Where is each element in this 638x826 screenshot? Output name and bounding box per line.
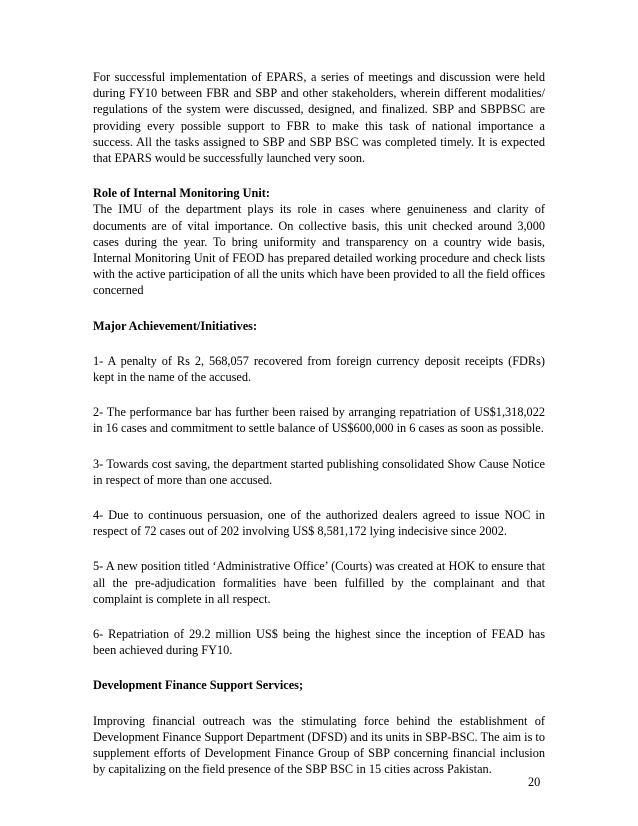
achievement-item-2: 2- The performance bar has further been raised by arranging repatriation of US$1,318,022 in 16 cases and commitment to settle balance of US$600,000 in 6 cases as soon as possible. (93, 405, 545, 436)
achievement-item-6: 6- Repatriation of 29.2 million US$ being the highest since the inception of FEAD has been achieved during FY10. (93, 627, 545, 658)
dfss-heading: Development Finance Support Services; (93, 678, 304, 693)
page-body (93, 69, 545, 797)
dfss-paragraph: Improving financial outreach was the stimulating force behind the establishment of Development Finance Support Department (DFSD) and its units in SBP-BSC. The aim is to supplement efforts of Development Finance Group of SBP concerning financial inclusion by capitalizing on the field presence of the SBP BSC in 15 cities across Pakistan. (93, 713, 546, 777)
epars-paragraph: For successful implementation of EPARS, a series of meetings and discussion were held during FY10 between FBR and SBP and other stakeholders, wherein different modalities/ regulations of the system were discussed, designed, and finalized. SBP and SBPBSC are providing every possible support to FBR to make this task of national importance a success. All the tasks assigned to SBP and SBP BSC was completed timely. It is expected that EPARS would be successfully launched very soon. (93, 70, 545, 166)
achievement-item-3: 3- Towards cost saving, the department started publishing consolidated Show Cause Notice in respect of more than one accused. (93, 456, 545, 487)
imu-paragraph: The IMU of the department plays its role in cases where genuineness and clarity of documents are of vital importance. On collective basis, this unit checked around 3,000 cases during the year. To bring uniformity and transparency on a country wide basis, Internal Monitoring Unit of FEOD has prepared detailed working procedure and check lists with the active participation of all the units which have been provided to all the field offices concerned (93, 202, 545, 298)
imu-heading: Role of Internal Monitoring Unit: (93, 186, 270, 201)
achievements-heading: Major Achievement/Initiatives: (93, 318, 258, 333)
achievement-item-4: 4- Due to continuous persuasion, one of the authorized dealers agreed to issue NOC in respect of 72 cases out of 202 involving US$ 8,581,172 lying indecisive since 2002. (93, 508, 545, 539)
achievement-item-5: 5- A new position titled ‘Administrative Office’ (Courts) was created at HOK to ensure that all the pre-adjudication formalities have been fulfilled by the complainant and that complaint is complete in all respect. (93, 559, 545, 606)
achievement-item-1: 1- A penalty of Rs 2, 568,057 recovered from foreign currency deposit receipts (FDRs) kept in the name of the accused. (93, 353, 545, 385)
page-number: 20 (528, 775, 541, 789)
